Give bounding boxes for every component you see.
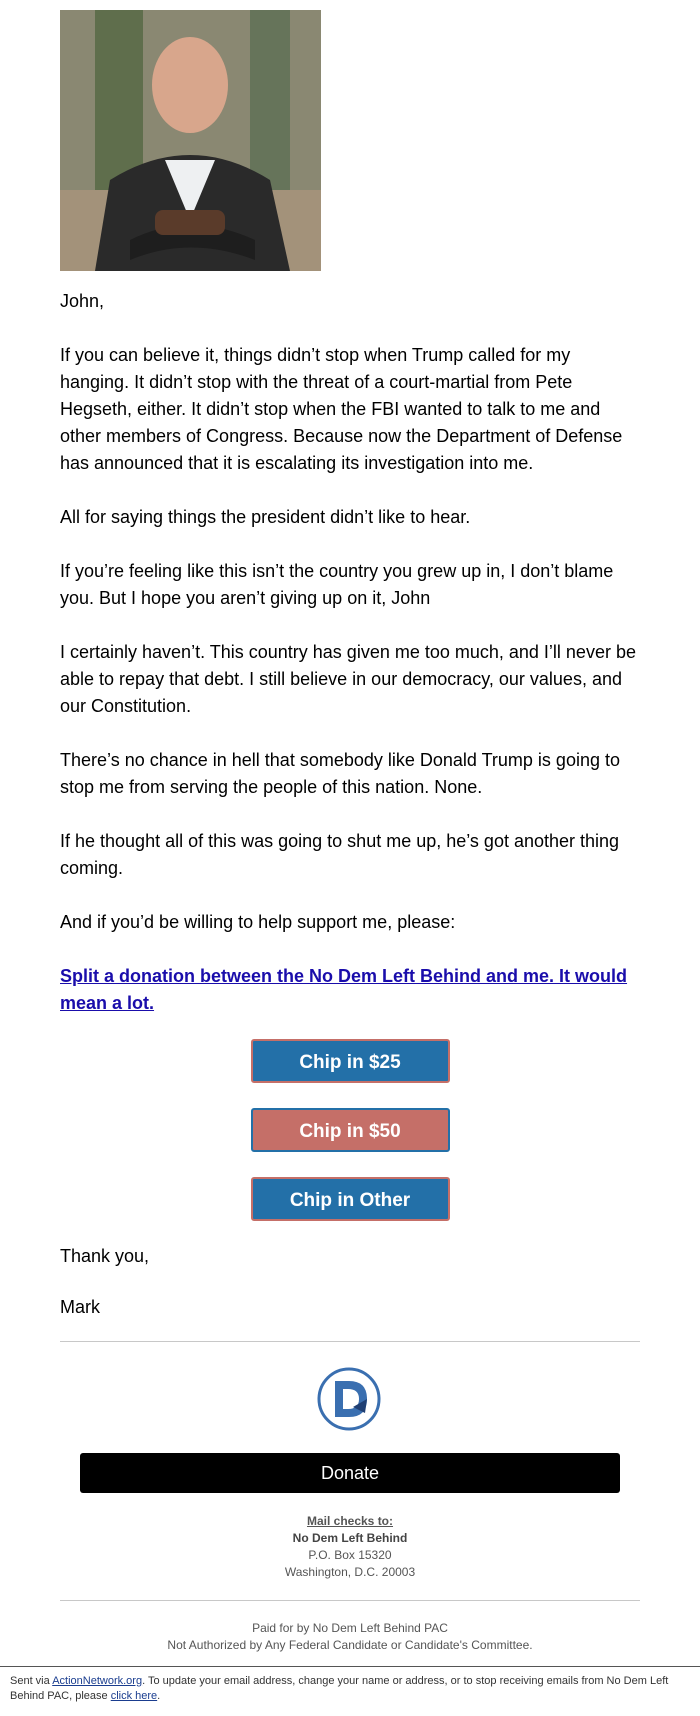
salutation: John, xyxy=(60,291,105,311)
body-paragraph: I certainly haven’t. This country has given me too much, and I’ll never be able to repay that debt. I still believe in our democracy, our values, and our Constitution. xyxy=(60,642,636,716)
dem-d-logo-icon xyxy=(317,1367,381,1431)
mail-checks-block xyxy=(60,1513,640,1581)
paid-for-line: Paid for by No Dem Left Behind PAC xyxy=(252,1621,448,1635)
split-donation-link[interactable]: Split a donation between the No Dem Left Behind and me. It would mean a lot. xyxy=(60,966,628,1013)
chip-in-25-button[interactable]: Chip in $25 xyxy=(251,1039,450,1083)
body-paragraph: And if you’d be willing to help support me, please: xyxy=(60,912,456,932)
body-paragraph: There’s no chance in hell that somebody like Donald Trump is going to stop me from serving the people of this nation. None. xyxy=(60,750,620,797)
divider xyxy=(60,1600,640,1601)
chip-buttons xyxy=(60,1039,640,1221)
chip-in-50-button[interactable]: Chip in $50 xyxy=(251,1108,450,1152)
header-photo xyxy=(60,10,321,271)
body-paragraph: If you can believe it, things didn’t stop when Trump called for my hanging. It didn’t stop with the threat of a court-martial from Pete Hegseth, either. It didn’t stop when the FBI wanted to talk to me and other members of Congress. Because now the Department of Defense has announced that it is escalating its investigation into me. xyxy=(60,345,623,473)
chip-in-other-button[interactable]: Chip in Other xyxy=(251,1177,450,1221)
footer-text: . To update your email address, change your name or address, or to stop receiving emails from No Dem Left Behind PAC, please xyxy=(10,1675,669,1702)
body-paragraph: If he thought all of this was going to shut me up, he’s got another thing coming. xyxy=(60,831,620,878)
donate-button[interactable]: Donate xyxy=(80,1453,620,1493)
mail-address-line: Washington, D.C. 20003 xyxy=(284,1565,416,1579)
donation-link-paragraph xyxy=(60,963,640,1017)
signature: Mark xyxy=(60,1297,100,1317)
click-here-link[interactable]: click here xyxy=(110,1690,158,1702)
footer-text: Sent via xyxy=(10,1675,53,1687)
mail-org: No Dem Left Behind xyxy=(292,1531,408,1545)
sign-off xyxy=(60,1243,640,1321)
not-authorized-line: Not Authorized by Any Federal Candidate or Candidate's Committee. xyxy=(167,1638,533,1652)
portrait-image xyxy=(60,10,321,271)
mail-heading: Mail checks to: xyxy=(306,1514,394,1528)
closing: Thank you, xyxy=(60,1246,150,1266)
mail-address-line: P.O. Box 15320 xyxy=(308,1548,392,1562)
action-network-link[interactable]: ActionNetwork.org xyxy=(52,1675,143,1687)
footer-divider xyxy=(0,1666,700,1667)
disclaimer xyxy=(60,1620,640,1654)
body-paragraph: All for saying things the president didn’t like to hear. xyxy=(60,507,471,527)
email-body xyxy=(60,288,640,1345)
footer xyxy=(10,1674,690,1704)
body-paragraph: If you’re feeling like this isn’t the country you grew up in, I don’t blame you. But I hope you aren’t giving up on it, John xyxy=(60,561,614,608)
divider xyxy=(60,1341,640,1342)
footer-text: . xyxy=(157,1690,161,1702)
